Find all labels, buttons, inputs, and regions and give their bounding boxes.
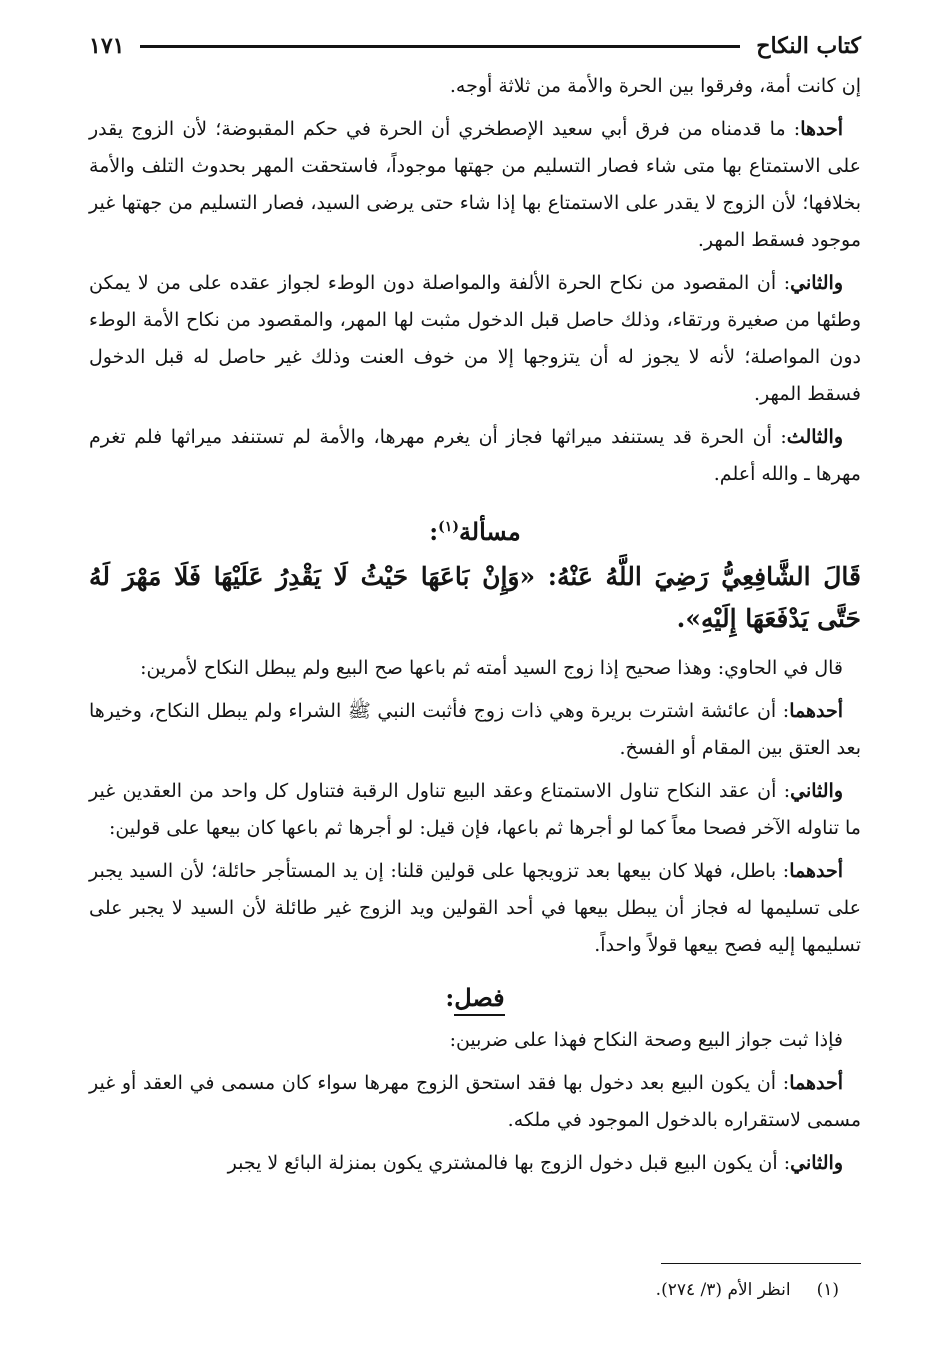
masala-colon: : [429, 517, 439, 546]
page-header [89, 28, 861, 64]
footnote-number: (١) [816, 1280, 839, 1300]
point-text: : أن عقد النكاح تناول الاستمتاع وعقد البيع تناول الرقبة فتناول كل واحد من العقدين غير ما تناوله الآخر فصحا معاً كما لو أجرها ثم باعها، فإن قيل: لو أجرها ثم باعها كان بيعها على قولين: [89, 780, 861, 839]
hawi-intro: قال في الحاوي: وهذا صحيح إذا زوج السيد أمته ثم باعها صح البيع ولم يبطل النكاح لأمرين: [140, 657, 843, 679]
masala-title: مسألة [458, 517, 521, 546]
hawi-point-1 [89, 693, 861, 767]
footnote-rule [661, 1263, 861, 1264]
reason-paragraph-2 [89, 265, 861, 413]
masala-heading [89, 507, 861, 552]
fasl-point-1 [89, 1065, 861, 1139]
point-lead: أحدهما [789, 860, 843, 882]
reason-paragraph-3 [89, 419, 861, 493]
reason-lead: أحدها [800, 118, 843, 140]
footnote-marker: (١) [438, 519, 459, 535]
reason-text: : ما قدمناه من فرق أبي سعيد الإصطخري أن الحرة في حكم المقبوضة؛ لأن الزوج يقدر على الاستمتاع بها متى شاء فصار التسليم من جهتها موجوداً، فاستحقت المهر بحدوث التلف والأمة بخلافها؛ لأن الزوج لا يقدر على الاستمتاع بها إذا شاء حتى يرضى السيد، فصار التسليم من جهتها غير موجود فسقط المهر. [89, 118, 861, 251]
fasl-point-2 [89, 1145, 861, 1182]
reason-text: : أن الحرة قد يستنفد ميراثها فجاز أن يغرم مهرها، والأمة لم تستنفد ميراثها فلم تغرم مهرها ـ والله أعلم. [89, 426, 861, 485]
point-text: : أن يكون البيع قبل دخول الزوج بها فالمشتري يكون بمنزلة البائع لا يجبر [227, 1152, 791, 1174]
footnote [656, 1276, 839, 1304]
point-lead: أحدهما [789, 1072, 843, 1094]
fasl-intro: فإذا ثبت جواز البيع وصحة النكاح فهذا على ضربين: [449, 1029, 843, 1051]
fasl-heading [89, 978, 861, 1018]
fasl-colon: : [445, 983, 455, 1012]
hawi-point-2 [89, 773, 861, 847]
point-text: : أن عائشة اشترت بريرة وهي ذات زوج فأثبت النبي ﷺ الشراء ولم يبطل النكاح، وخيرها بعد العتق بين المقام أو الفسخ. [89, 700, 861, 759]
footnote-text: انظر الأم (٣/ ٢٧٤). [655, 1280, 791, 1300]
point-text: : أن يكون البيع بعد دخول بها فقد استحق الزوج مهرها سواء كان مسمى في العقد أو غير مسمى لاستقراره بالدخول الموجود في ملكه. [89, 1072, 861, 1131]
page-number: ١٧١ [89, 33, 125, 59]
reason-lead: والثاني [790, 272, 843, 294]
point-lead: والثاني [790, 1152, 843, 1174]
point-lead: أحدهما [789, 700, 843, 722]
point-text: : باطل، فهلا كان بيعها بعد تزويجها على قولين قلنا: إن يد المستأجر حائلة؛ لأن السيد يجبر على تسليمها له فجاز أن يبطل بيعها في أحد القولين ويد الزوج غير طائلة لأن السيد لا يجبر على تسليمها إليه فصح بيعها قولاً واحداً. [89, 860, 861, 956]
reason-text: : أن المقصود من نكاح الحرة الألفة والمواصلة دون الوطء لجواز عقده على من لا يمكن وطئها من صغيرة ورتقاء، وذلك حاصل قبل الدخول مثبت لها المهر، والمقصود من نكاح الأمة الوطء دون المواصلة؛ لأنه لا يجوز له أن يتزوجها إلا من خوف العنت وذلك غير حاصل له قبل الدخول فسقط المهر. [89, 272, 861, 405]
fasl-title: فصل [454, 983, 504, 1016]
reason-lead: والثالث [786, 426, 843, 448]
intro-paragraph: إن كانت أمة، وفرقوا بين الحرة والأمة من ثلاثة أوجه. [449, 75, 861, 97]
hawi-point-3 [89, 853, 861, 964]
running-title: كتاب النكاح [756, 33, 861, 59]
reason-paragraph-1 [89, 111, 861, 259]
shafii-quote: قَالَ الشَّافِعِيُّ رَضِيَ اللَّهُ عَنْهُ: «وَإِنْ بَاعَهَا حَيْثُ لَا يَقْدِرُ عَلَيْهَا فَلَا مَهْرَ لَهُ حَتَّى يَدْفَعَهَا إِلَيْهِ». [89, 562, 861, 633]
point-lead: والثاني [790, 780, 843, 802]
header-rule [140, 45, 740, 48]
book-page [89, 28, 861, 1188]
